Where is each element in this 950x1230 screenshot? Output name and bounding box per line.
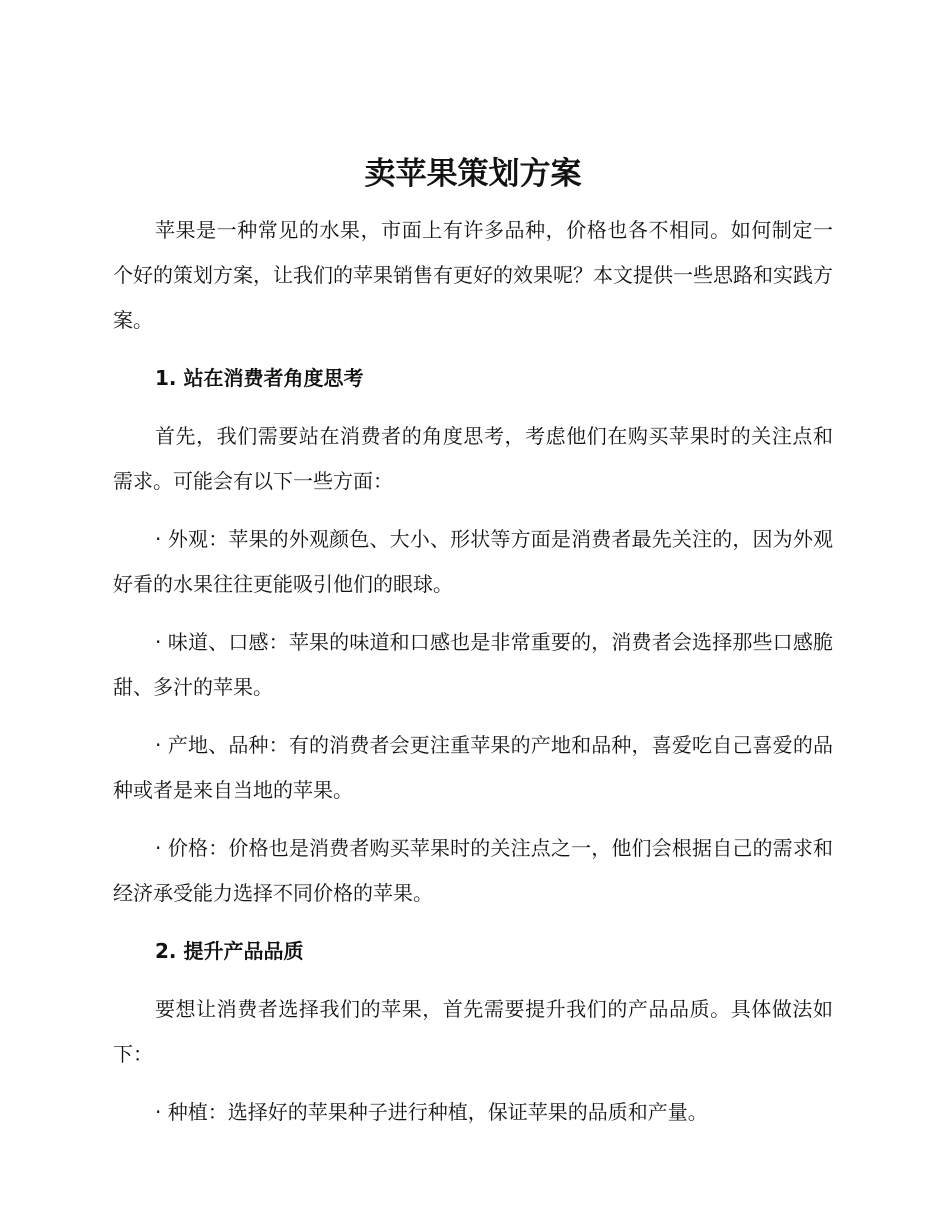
section-2-lead: 要想让消费者选择我们的苹果，首先需要提升我们的产品品质。具体做法如下： (113, 997, 833, 1066)
intro-paragraph: 苹果是一种常见的水果，市面上有许多品种，价格也各不相同。如何制定一个好的策划方案，让我们的苹果销售有更好的效果呢？本文提供一些思路和实践方案。 (113, 218, 833, 332)
document-page (113, 152, 833, 1135)
bullet-price: · 价格：价格也是消费者购买苹果时的关注点之一，他们会根据自己的需求和经济承受能力选择不同价格的苹果。 (113, 836, 833, 905)
section-1-lead: 首先，我们需要站在消费者的角度思考，考虑他们在购买苹果时的关注点和需求。可能会有以下一些方面： (113, 424, 833, 493)
bullet-origin: · 产地、品种：有的消费者会更注重苹果的产地和品种，喜爱吃自己喜爱的品种或者是来自当地的苹果。 (113, 733, 833, 802)
section-2-heading: 2. 提升产品品质 (155, 939, 304, 963)
bullet-planting: · 种植：选择好的苹果种子进行种植，保证苹果的品质和产量。 (155, 1100, 708, 1124)
document-title: 卖苹果策划方案 (364, 156, 582, 192)
bullet-appearance: · 外观：苹果的外观颜色、大小、形状等方面是消费者最先关注的，因为外观好看的水果往往更能吸引他们的眼球。 (113, 527, 833, 596)
section-1-heading: 1. 站在消费者角度思考 (155, 366, 364, 390)
bullet-taste: · 味道、口感：苹果的味道和口感也是非常重要的，消费者会选择那些口感脆甜、多汁的苹果。 (113, 630, 833, 699)
